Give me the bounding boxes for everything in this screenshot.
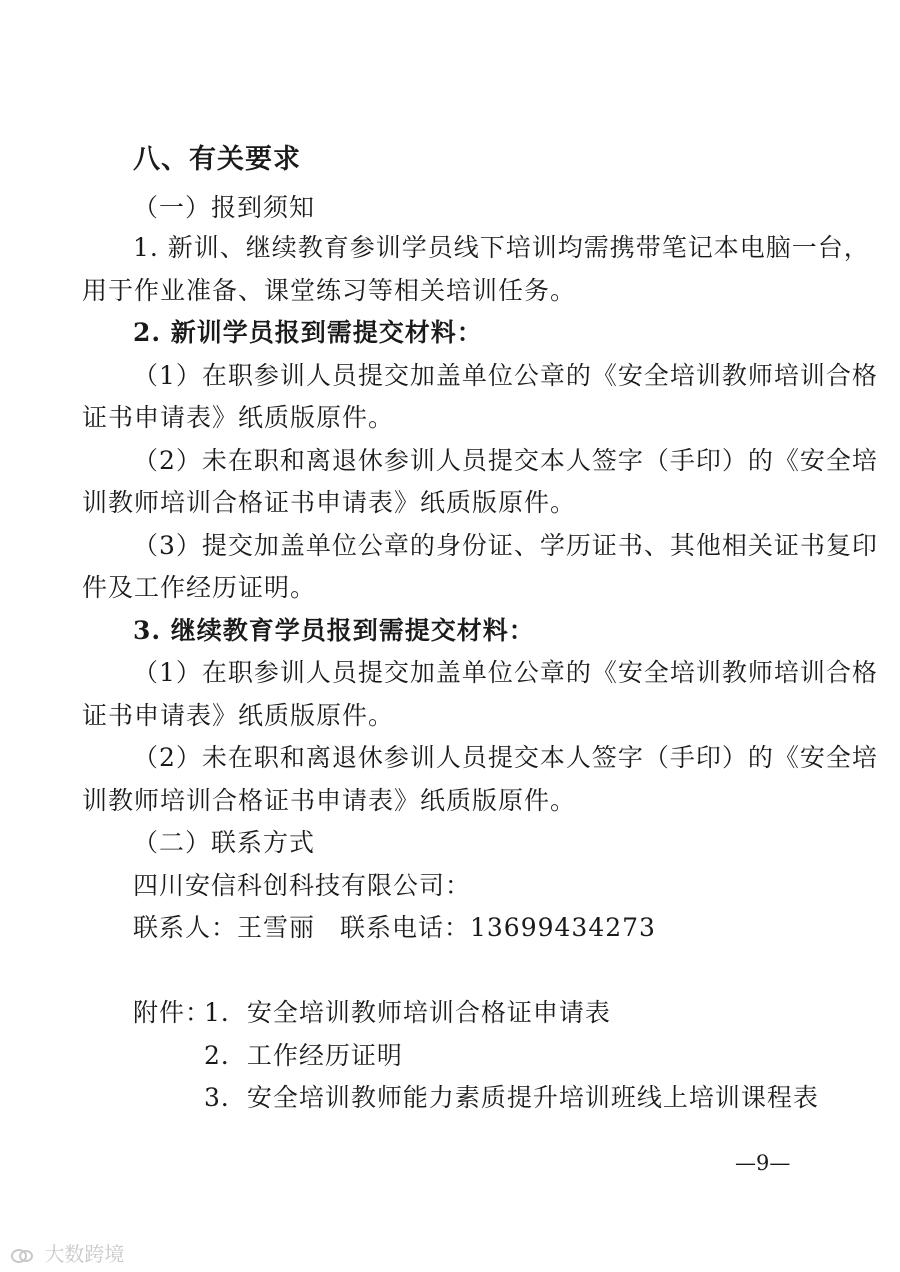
paragraph-line: 1. 新训、继续教育参训学员线下培训均需携带笔记本电脑一台，	[133, 233, 870, 262]
paragraph-line: （1）在职参训人员提交加盖单位公章的《安全培训教师培训合格	[133, 361, 878, 390]
paragraph-line: 件及工作经历证明。	[82, 573, 317, 602]
attachment-item: 1．安全培训教师培训合格证申请表	[204, 998, 611, 1027]
company-name: 四川安信科创科技有限公司：	[133, 871, 472, 900]
section-title: 八、有关要求	[133, 144, 301, 175]
attachment-item: 2．工作经历证明	[204, 1041, 403, 1070]
contact-phone: 联系电话：13699434273	[340, 913, 656, 942]
paragraph-line: 训教师培训合格证书申请表》纸质版原件。	[82, 786, 577, 815]
paragraph-line: （2）未在职和离退休参训人员提交本人签字（手印）的《安全培	[133, 446, 878, 475]
subsection-title-checkin: （一）报到须知	[133, 193, 316, 222]
paragraph-line: 用于作业准备、课堂练习等相关培训任务。	[82, 276, 577, 305]
contact-person: 联系人：王雪丽	[133, 913, 316, 942]
watermark-text: 大数跨境	[44, 1242, 125, 1266]
attachment-item: 3．安全培训教师能力素质提升培训班线上培训课程表	[204, 1083, 819, 1112]
paragraph-line: 训教师培训合格证书申请表》纸质版原件。	[82, 488, 577, 517]
watermark	[10, 1238, 124, 1267]
paragraph-line: （1）在职参训人员提交加盖单位公章的《安全培训教师培训合格	[133, 658, 878, 687]
attachments-label: 附件：	[133, 998, 212, 1027]
paragraph-line: 证书申请表》纸质版原件。	[82, 701, 395, 730]
subsection-title-contact: （二）联系方式	[133, 828, 316, 857]
paragraph-line: （3）提交加盖单位公章的身份证、学历证书、其他相关证书复印	[133, 531, 878, 560]
page-number: —9—	[735, 1151, 791, 1175]
paragraph-line: （2）未在职和离退休参训人员提交本人签字（手印）的《安全培	[133, 743, 878, 772]
item-title-new-trainees: 2. 新训学员报到需提交材料：	[133, 318, 483, 347]
watermark-logo-icon	[10, 1247, 34, 1265]
item-title-continuing-education: 3. 继续教育学员报到需提交材料：	[133, 616, 535, 645]
paragraph-line: 证书申请表》纸质版原件。	[82, 403, 395, 432]
